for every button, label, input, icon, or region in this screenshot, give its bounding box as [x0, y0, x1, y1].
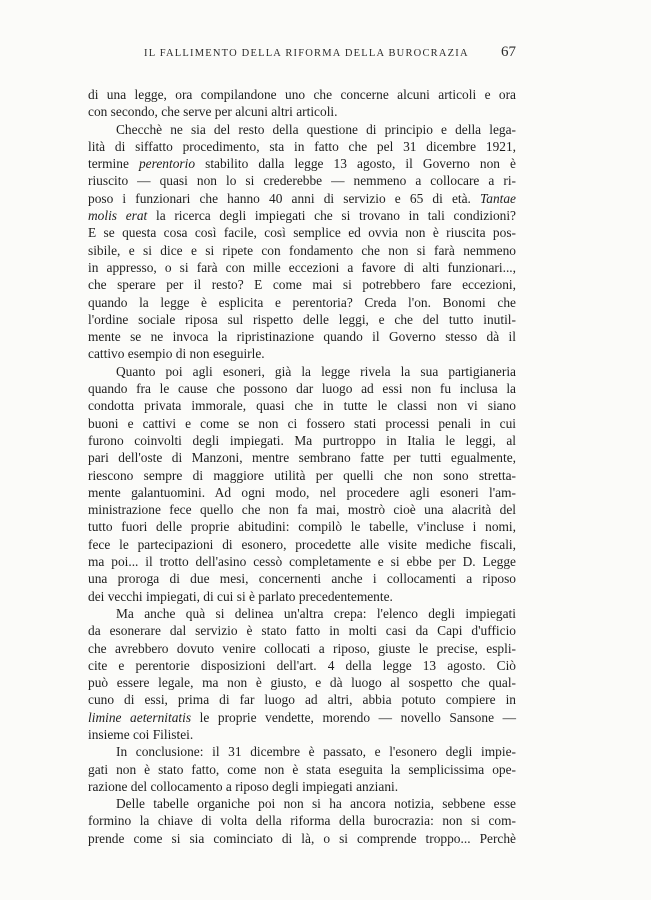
text-line: E se questa cosa così facile, così semplice ed ovvia non è riuscita pos- — [88, 225, 516, 241]
text-line: riescono sempre di maggiore utilità per quelli che non sono stretta- — [88, 467, 516, 483]
text-line — [88, 190, 516, 207]
text-line: pari dell'oste di Manzoni, mentre sembrano fatte per tutti egualmente, — [88, 450, 516, 466]
text-line: sibile, e si dice e si ripete con fondamento che non si farà nemmeno — [88, 242, 516, 258]
running-head-title: IL FALLIMENTO DELLA RIFORMA DELLA BUROCRAZIA — [144, 48, 469, 59]
page-number: 67 — [501, 44, 516, 60]
text-segment: termine — [88, 156, 139, 172]
text-line — [88, 709, 516, 726]
text-segment: stabilito dalla legge 13 agosto, il Governo non è — [195, 156, 516, 172]
text-line: da esonerare dal servizio è stato fatto in molti casi da Capi d'ufficio — [88, 623, 516, 639]
text-line — [88, 155, 516, 172]
text-line: razione del collocamento a riposo degli impiegati anziani. — [88, 778, 399, 794]
italic-phrase: perentorio — [138, 156, 196, 172]
text-line — [88, 207, 516, 224]
text-line: può essere legale, ma non è giusto, e dà luogo al sospetto che qual- — [88, 675, 516, 691]
text-line: che sperare per il resto? E come mai si potrebbero fare eccezioni, — [88, 277, 516, 293]
text-line: insieme coi Filistei. — [88, 726, 194, 742]
text-line: dei vecchi impiegati, di cui si è parlato precedentemente. — [88, 588, 393, 604]
text-line: quando fra le cause che possono dar luogo ad essi non fu inclusa la — [88, 381, 516, 397]
body-text — [88, 86, 516, 847]
text-line: fece le partecipazioni di esonero, procedette alle visite mediche fiscali, — [88, 536, 516, 552]
text-line: ministrazione fece quello che non fa mai, mostrò cioè una alacrità del — [88, 502, 516, 518]
text-line: l'ordine sociale riposa sul rispetto delle leggi, e che del tutto inutil- — [88, 311, 516, 327]
text-line: cite e perentorie disposizioni dell'art. 4 della legge 13 agosto. Ciò — [88, 657, 516, 673]
text-line: quando la legge è esplicita e perentoria? Creda l'on. Bonomi che — [88, 294, 516, 310]
text-line: furono coinvolti degli impiegati. Ma purtroppo in Italia le leggi, al — [88, 432, 516, 448]
text-line: riuscito — quasi non lo si crederebbe — nemmeno a collocare a ri- — [88, 173, 516, 189]
text-line: Checchè ne sia del resto della questione di principio e della lega- — [116, 121, 516, 137]
text-line: buoni e cattivi e come se non ci fossero stati processi penali in cui — [88, 415, 516, 431]
running-head — [88, 44, 516, 64]
text-line: Ma anche quà si delinea un'altra crepa: l'elenco degli impiegati — [116, 605, 516, 621]
text-line: mente galantuomini. Ad ogni modo, nel procedere agli esoneri l'am- — [88, 484, 516, 500]
text-line: una proroga di due mesi, concernenti anche i collocamenti a riposo — [88, 571, 516, 587]
text-line: che avrebbero dovuto venire collocati a riposo, giuste le precise, espli- — [88, 640, 516, 656]
text-line: tutto fuori delle proprie abitudini: compilò le tabelle, v'incluse i nomi, — [88, 519, 516, 535]
text-line: di una legge, ora compilandone uno che concerne alcuni articoli e ora — [88, 87, 516, 102]
italic-phrase: Tantae — [480, 190, 516, 206]
text-line: gati non è stato fatto, come non è stata eseguita la semplicissima ope- — [88, 761, 516, 777]
italic-phrase: limine aeternitatis — [88, 709, 192, 725]
italic-phrase: molis erat — [88, 208, 148, 224]
text-segment: le proprie vendette, morendo — novello Sansone — — [191, 709, 516, 725]
text-line: cattivo esempio di non eseguirle. — [88, 346, 265, 362]
text-line: lità di siffatto procedimento, sta in fatto che pel 31 dicembre 1921, — [88, 138, 516, 154]
text-line: mente se ne invoca la ripristinazione quando il Governo stesso dà il — [88, 329, 516, 345]
text-line: in appresso, o si farà con mille eccezioni a favore di alti funzionari..., — [88, 259, 516, 275]
text-segment: la ricerca degli impiegati che si trovano in tali condizioni? — [147, 208, 516, 224]
text-line: ma poi... il trotto dell'asino cessò completamente e si ebbe per D. Legge — [88, 554, 516, 570]
text-segment: poso i funzionari che hanno 40 anni di servizio e 65 di età. — [88, 190, 481, 206]
text-line: Delle tabelle organiche poi non si ha ancora notizia, sebbene esse — [116, 796, 516, 812]
text-line: cuno di essi, prima di far luogo ad altri, abbia potuto compiere in — [88, 692, 516, 708]
text-line: In conclusione: il 31 dicembre è passato, e l'esonero degli impie- — [116, 744, 516, 760]
text-line: condotta privata immorale, quasi che in tutte le classi non vi siano — [88, 398, 516, 414]
text-line: prende come si sia cominciato di là, o si comprende troppo... Perchè — [88, 830, 516, 846]
text-line: Quanto poi agli esoneri, già la legge rivela la sua partigianeria — [116, 363, 516, 379]
text-line: con secondo, che serve per alcuni altri articoli. — [88, 104, 338, 120]
text-line: formino la chiave di volta della riforma della burocrazia: non si com- — [88, 813, 516, 829]
